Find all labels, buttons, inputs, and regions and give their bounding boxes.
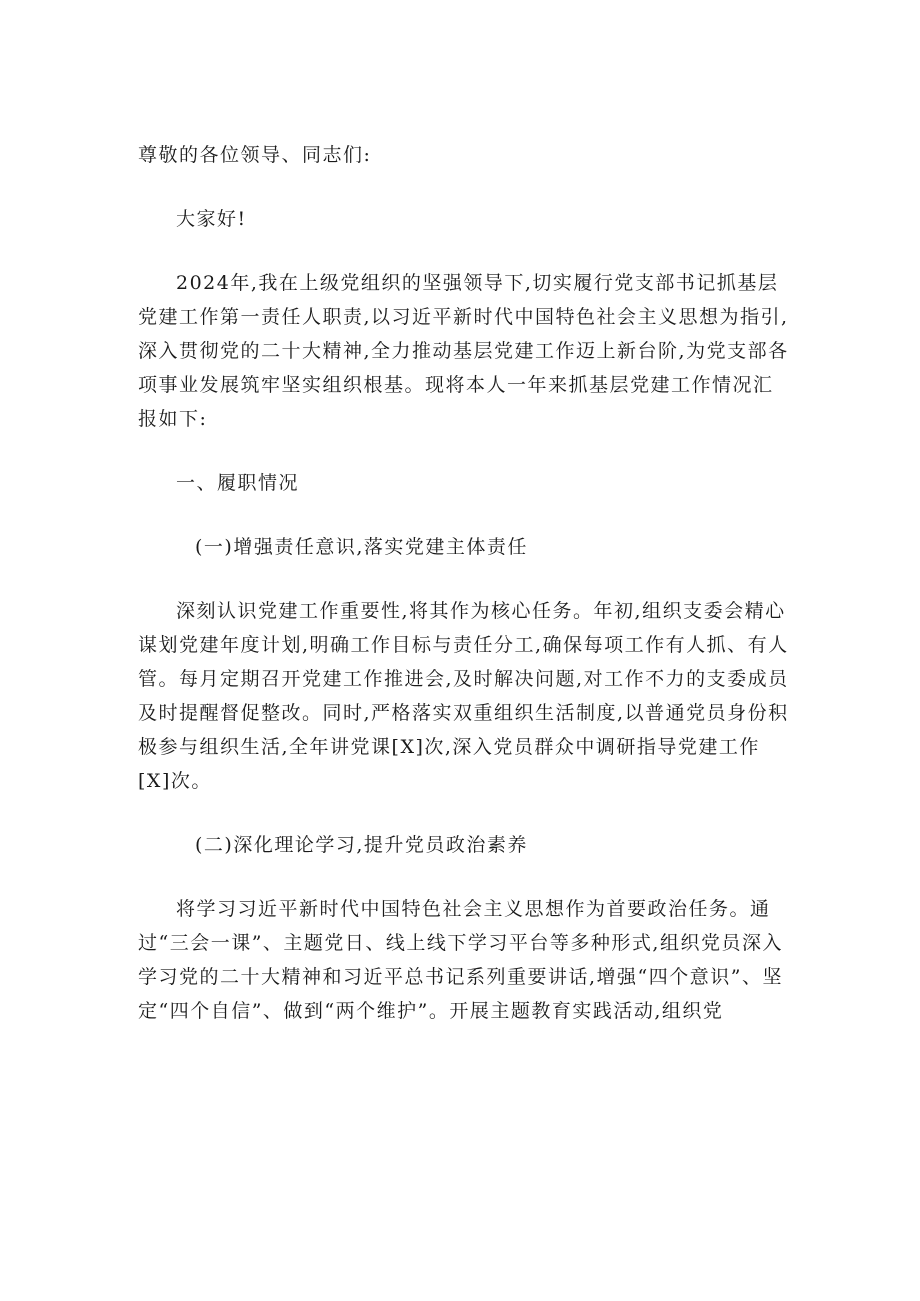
subsection-paragraph-1: 深刻认识党建工作重要性,将其作为核心任务。年初,组织支委会精心谋划党建年度计划,明确工作目标与责任分工,确保每项工作有人抓、有人管。每月定期召开党建工作推进会,及时解决问题,对工作不力的支委成员及时提醒督促整改。同时,严格落实双重组织生活制度,以普通党员身份积极参与组织生活,全年讲党课[X]次,深入党员群众中调研指导党建工作[X]次。 [138, 600, 789, 792]
greeting: 大家好! [176, 208, 247, 230]
section-heading-1: 一、履职情况 [176, 472, 300, 494]
salutation: 尊敬的各位领导、同志们: [138, 144, 372, 166]
subsection-paragraph-2: 将学习习近平新时代中国特色社会主义思想作为首要政治任务。通过“三会一课”、主题党日、线上线下学习平台等多种形式,组织党员深入学习党的二十大精神和习近平总书记系列重要讲话,增强“四个意识”、坚定“四个自信”、做到“两个维护”。开展主题教育实践活动,组织党 [138, 898, 783, 1022]
intro-paragraph: 2024年,我在上级党组织的坚强领导下,切实履行党支部书记抓基层党建工作第一责任人职责,以习近平新时代中国特色社会主义思想为指引,深入贯彻党的二十大精神,全力推动基层党建工作迈上新台阶,为党支部各项事业发展筑牢坚实组织根基。现将本人一年来抓基层党建工作情况汇报如下: [138, 272, 789, 430]
subsection-heading-2: (二)深化理论学习,提升党员政治素养 [195, 834, 528, 856]
subsection-heading-1: (一)增强责任意识,落实党建主体责任 [195, 536, 528, 558]
document-body [138, 138, 790, 1028]
